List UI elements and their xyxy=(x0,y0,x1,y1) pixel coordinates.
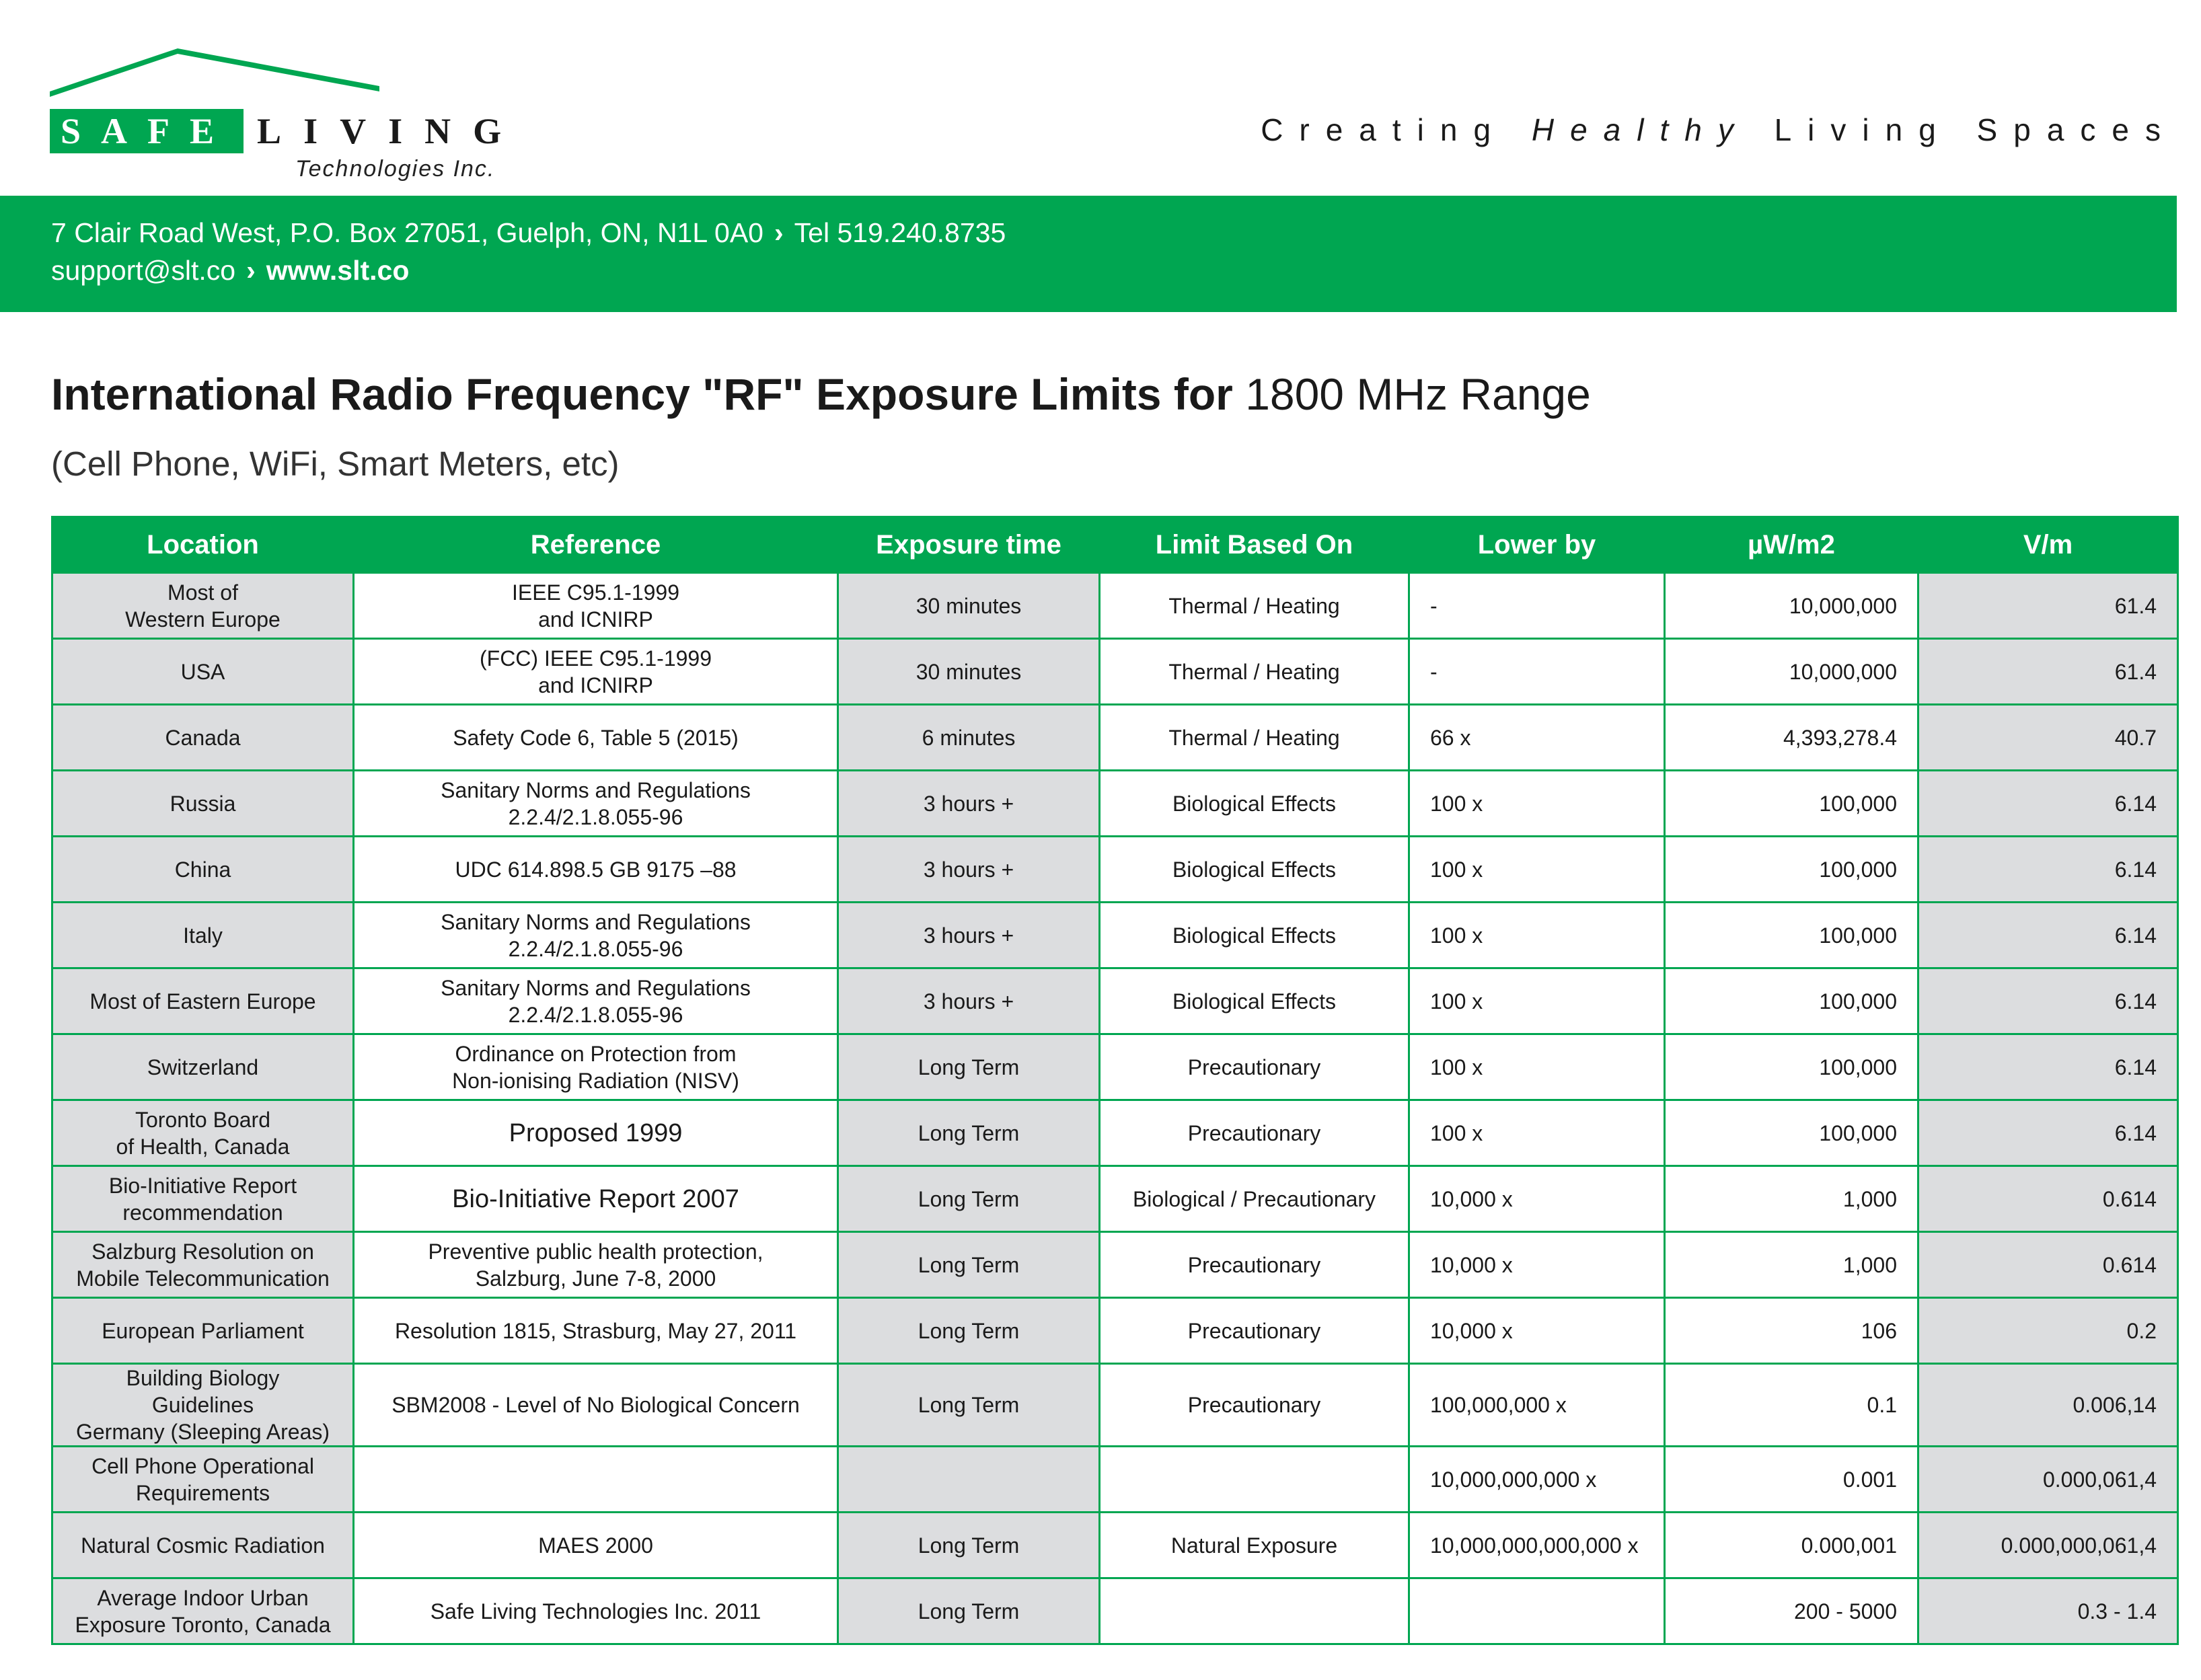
column-header: µW/m2 xyxy=(1665,517,1918,573)
reference-cell: (FCC) IEEE C95.1-1999 and ICNIRP xyxy=(354,639,838,705)
v-m-cell: 6.14 xyxy=(1918,903,2178,968)
v-m-cell: 0.3 - 1.4 xyxy=(1918,1578,2178,1644)
table-row xyxy=(52,1100,2178,1166)
tagline-start: Creating xyxy=(1261,112,1532,147)
exposure-cell: Long Term xyxy=(838,1364,1100,1447)
exposure-cell: 3 hours + xyxy=(838,837,1100,903)
exposure-cell: 3 hours + xyxy=(838,771,1100,837)
location-cell: Most of Eastern Europe xyxy=(52,968,354,1034)
uw-m2-cell: 100,000 xyxy=(1665,903,1918,968)
exposure-cell: Long Term xyxy=(838,1232,1100,1298)
basis-cell: Biological Effects xyxy=(1100,968,1409,1034)
house-roof-icon xyxy=(50,48,379,97)
basis-cell: Biological Effects xyxy=(1100,771,1409,837)
exposure-cell: Long Term xyxy=(838,1298,1100,1364)
table-row xyxy=(52,903,2178,968)
reference-cell: Sanitary Norms and Regulations 2.2.4/2.1.8.055-96 xyxy=(354,903,838,968)
uw-m2-cell: 1,000 xyxy=(1665,1166,1918,1232)
table-row xyxy=(52,1232,2178,1298)
uw-m2-cell: 100,000 xyxy=(1665,968,1918,1034)
lower-by-cell: 100 x xyxy=(1409,1100,1665,1166)
column-header: Reference xyxy=(354,517,838,573)
basis-cell: Precautionary xyxy=(1100,1034,1409,1100)
uw-m2-cell: 1,000 xyxy=(1665,1232,1918,1298)
table-row xyxy=(52,573,2178,639)
lower-by-cell: 66 x xyxy=(1409,705,1665,771)
exposure-cell: Long Term xyxy=(838,1034,1100,1100)
lower-by-cell: 10,000,000,000 x xyxy=(1409,1447,1665,1513)
v-m-cell: 0.006,14 xyxy=(1918,1364,2178,1447)
exposure-cell: 30 minutes xyxy=(838,573,1100,639)
website-link[interactable]: www.slt.co xyxy=(266,255,410,286)
lower-by-cell: 100 x xyxy=(1409,968,1665,1034)
uw-m2-cell: 0.1 xyxy=(1665,1364,1918,1447)
contact-line-2 xyxy=(51,255,409,287)
lower-by-cell: 10,000,000,000,000 x xyxy=(1409,1513,1665,1578)
basis-cell: Precautionary xyxy=(1100,1364,1409,1447)
logo-safe-text: SAFE xyxy=(50,109,244,153)
location-cell: European Parliament xyxy=(52,1298,354,1364)
location-cell: Bio-Initiative Report recommendation xyxy=(52,1166,354,1232)
uw-m2-cell: 0.000,001 xyxy=(1665,1513,1918,1578)
table-row xyxy=(52,639,2178,705)
v-m-cell: 0.614 xyxy=(1918,1166,2178,1232)
v-m-cell: 61.4 xyxy=(1918,573,2178,639)
uw-m2-cell: 100,000 xyxy=(1665,837,1918,903)
basis-cell: Biological Effects xyxy=(1100,903,1409,968)
email-link[interactable]: support@slt.co xyxy=(51,255,236,286)
uw-m2-cell: 100,000 xyxy=(1665,771,1918,837)
lower-by-cell: 100 x xyxy=(1409,903,1665,968)
basis-cell: Natural Exposure xyxy=(1100,1513,1409,1578)
separator-chevron-icon: › xyxy=(246,255,256,286)
exposure-cell: Long Term xyxy=(838,1513,1100,1578)
v-m-cell: 0.2 xyxy=(1918,1298,2178,1364)
exposure-limits-table xyxy=(51,516,2179,1645)
location-cell: Average Indoor Urban Exposure Toronto, Canada xyxy=(52,1578,354,1644)
reference-cell: Safe Living Technologies Inc. 2011 xyxy=(354,1578,838,1644)
reference-cell: Preventive public health protection, Salzburg, June 7-8, 2000 xyxy=(354,1232,838,1298)
reference-cell: Bio-Initiative Report 2007 xyxy=(354,1166,838,1232)
exposure-cell xyxy=(838,1447,1100,1513)
reference-cell: Ordinance on Protection from Non-ionising Radiation (NISV) xyxy=(354,1034,838,1100)
table-row xyxy=(52,837,2178,903)
uw-m2-cell: 4,393,278.4 xyxy=(1665,705,1918,771)
page-title-bold: International Radio Frequency "RF" Exposure Limits for xyxy=(51,369,1233,419)
address-text: 7 Clair Road West, P.O. Box 27051, Guelph, ON, N1L 0A0 xyxy=(51,217,763,248)
reference-cell: Sanitary Norms and Regulations 2.2.4/2.1.8.055-96 xyxy=(354,771,838,837)
v-m-cell: 0.614 xyxy=(1918,1232,2178,1298)
basis-cell: Thermal / Heating xyxy=(1100,705,1409,771)
reference-cell: Proposed 1999 xyxy=(354,1100,838,1166)
basis-cell: Thermal / Heating xyxy=(1100,639,1409,705)
table-row xyxy=(52,705,2178,771)
phone-text: Tel 519.240.8735 xyxy=(794,217,1006,248)
column-header: Location xyxy=(52,517,354,573)
location-cell: Italy xyxy=(52,903,354,968)
v-m-cell: 6.14 xyxy=(1918,968,2178,1034)
lower-by-cell: 100 x xyxy=(1409,1034,1665,1100)
basis-cell xyxy=(1100,1447,1409,1513)
logo-living-text: LIVING xyxy=(257,111,524,151)
page-title xyxy=(51,369,1591,420)
location-cell: Russia xyxy=(52,771,354,837)
table-row xyxy=(52,1447,2178,1513)
location-cell: Toronto Board of Health, Canada xyxy=(52,1100,354,1166)
lower-by-cell: 100,000,000 x xyxy=(1409,1364,1665,1447)
basis-cell: Thermal / Heating xyxy=(1100,573,1409,639)
separator-chevron-icon: › xyxy=(774,217,784,248)
basis-cell: Precautionary xyxy=(1100,1100,1409,1166)
uw-m2-cell: 10,000,000 xyxy=(1665,639,1918,705)
table-row xyxy=(52,1364,2178,1447)
uw-m2-cell: 10,000,000 xyxy=(1665,573,1918,639)
table-row xyxy=(52,1298,2178,1364)
column-header: Limit Based On xyxy=(1100,517,1409,573)
exposure-cell: Long Term xyxy=(838,1100,1100,1166)
table-row xyxy=(52,968,2178,1034)
logo-wordmark xyxy=(50,109,523,153)
location-cell: China xyxy=(52,837,354,903)
location-cell: Most of Western Europe xyxy=(52,573,354,639)
column-header: Exposure time xyxy=(838,517,1100,573)
basis-cell: Precautionary xyxy=(1100,1298,1409,1364)
reference-cell: Safety Code 6, Table 5 (2015) xyxy=(354,705,838,771)
page-subtitle: (Cell Phone, WiFi, Smart Meters, etc) xyxy=(51,445,620,483)
tagline xyxy=(1261,112,2177,148)
reference-cell: IEEE C95.1-1999 and ICNIRP xyxy=(354,573,838,639)
exposure-cell: 3 hours + xyxy=(838,903,1100,968)
company-logo xyxy=(50,48,534,183)
reference-cell: UDC 614.898.5 GB 9175 –88 xyxy=(354,837,838,903)
page-title-light: 1800 MHz Range xyxy=(1245,369,1591,419)
uw-m2-cell: 200 - 5000 xyxy=(1665,1578,1918,1644)
uw-m2-cell: 100,000 xyxy=(1665,1034,1918,1100)
location-cell: Salzburg Resolution on Mobile Telecommunication xyxy=(52,1232,354,1298)
v-m-cell: 6.14 xyxy=(1918,771,2178,837)
column-header: Lower by xyxy=(1409,517,1665,573)
lower-by-cell: 10,000 x xyxy=(1409,1298,1665,1364)
basis-cell: Precautionary xyxy=(1100,1232,1409,1298)
location-cell: Building Biology Guidelines Germany (Sleeping Areas) xyxy=(52,1364,354,1447)
lower-by-cell: 10,000 x xyxy=(1409,1232,1665,1298)
v-m-cell: 6.14 xyxy=(1918,1034,2178,1100)
lower-by-cell xyxy=(1409,1578,1665,1644)
table-row xyxy=(52,771,2178,837)
exposure-cell: 3 hours + xyxy=(838,968,1100,1034)
reference-cell: Resolution 1815, Strasburg, May 27, 2011 xyxy=(354,1298,838,1364)
v-m-cell: 0.000,000,061,4 xyxy=(1918,1513,2178,1578)
location-cell: Natural Cosmic Radiation xyxy=(52,1513,354,1578)
tagline-emphasis: Healthy xyxy=(1531,112,1750,147)
location-cell: Cell Phone Operational Requirements xyxy=(52,1447,354,1513)
basis-cell: Biological Effects xyxy=(1100,837,1409,903)
table-row xyxy=(52,1513,2178,1578)
uw-m2-cell: 106 xyxy=(1665,1298,1918,1364)
column-header: V/m xyxy=(1918,517,2178,573)
location-cell: Canada xyxy=(52,705,354,771)
v-m-cell: 61.4 xyxy=(1918,639,2178,705)
v-m-cell: 6.14 xyxy=(1918,837,2178,903)
lower-by-cell: - xyxy=(1409,573,1665,639)
logo-subtitle: Technologies Inc. xyxy=(295,156,496,182)
v-m-cell: 6.14 xyxy=(1918,1100,2178,1166)
basis-cell xyxy=(1100,1578,1409,1644)
reference-cell xyxy=(354,1447,838,1513)
location-cell: Switzerland xyxy=(52,1034,354,1100)
lower-by-cell: 100 x xyxy=(1409,837,1665,903)
lower-by-cell: 10,000 x xyxy=(1409,1166,1665,1232)
reference-cell: Sanitary Norms and Regulations 2.2.4/2.1.8.055-96 xyxy=(354,968,838,1034)
uw-m2-cell: 0.001 xyxy=(1665,1447,1918,1513)
lower-by-cell: 100 x xyxy=(1409,771,1665,837)
table-header-row xyxy=(52,517,2178,573)
uw-m2-cell: 100,000 xyxy=(1665,1100,1918,1166)
v-m-cell: 40.7 xyxy=(1918,705,2178,771)
table-row xyxy=(52,1166,2178,1232)
table-row xyxy=(52,1578,2178,1644)
tagline-end: Living Spaces xyxy=(1749,112,2177,147)
location-cell: USA xyxy=(52,639,354,705)
contact-bar xyxy=(0,196,2177,312)
basis-cell: Biological / Precautionary xyxy=(1100,1166,1409,1232)
exposure-cell: Long Term xyxy=(838,1578,1100,1644)
table-row xyxy=(52,1034,2178,1100)
lower-by-cell: - xyxy=(1409,639,1665,705)
exposure-cell: Long Term xyxy=(838,1166,1100,1232)
contact-line-1 xyxy=(51,217,1006,249)
exposure-cell: 6 minutes xyxy=(838,705,1100,771)
reference-cell: SBM2008 - Level of No Biological Concern xyxy=(354,1364,838,1447)
reference-cell: MAES 2000 xyxy=(354,1513,838,1578)
v-m-cell: 0.000,061,4 xyxy=(1918,1447,2178,1513)
exposure-cell: 30 minutes xyxy=(838,639,1100,705)
